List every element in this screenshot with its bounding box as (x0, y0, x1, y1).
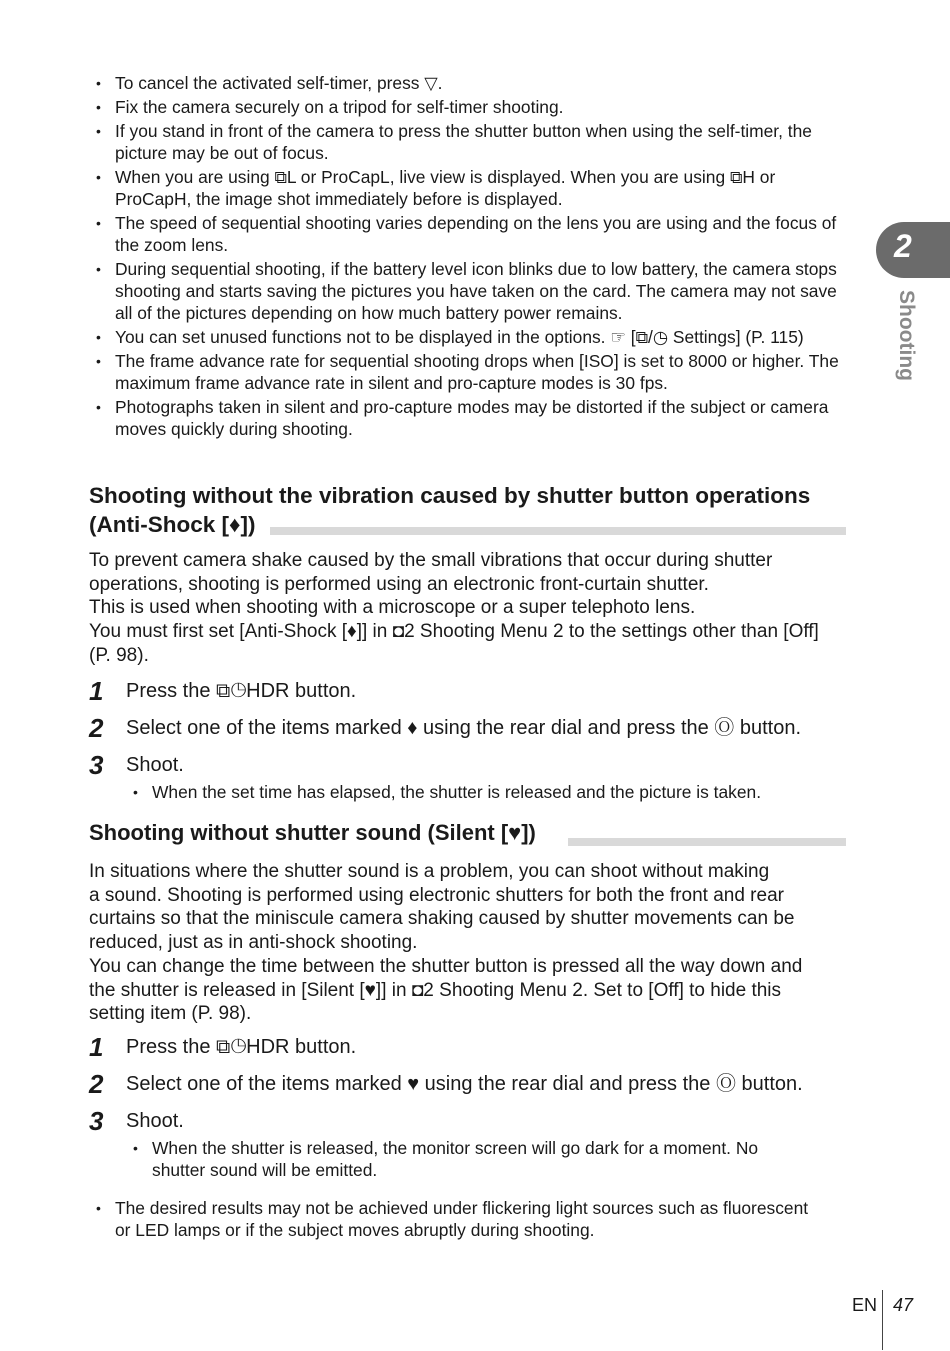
page-number: 47 (893, 1295, 914, 1315)
heading-rule (568, 838, 846, 846)
anti-shock-heading-line1: Shooting without the vibration caused by shutter button operations (89, 483, 811, 508)
silent-heading: Shooting without shutter sound (Silent [♥]) (89, 820, 536, 845)
top-bullet-list (96, 72, 848, 442)
silent-note: • When the shutter is released, the monitor screen will go dark for a moment. No shutter sound will be emitted. (133, 1137, 852, 1181)
chapter-tab (876, 222, 950, 278)
bullet-cancel-self-timer: • To cancel the activated self-timer, press ▽. (96, 72, 848, 94)
footer-language: EN (852, 1295, 878, 1315)
bullet-sequential-speed: • The speed of sequential shooting varies depending on the lens you are using and the focus of the zoom lens. (96, 212, 848, 256)
anti-shock-heading (89, 482, 846, 539)
bullet-focus-warning: • If you stand in front of the camera to press the shutter button when using the self-timer, the picture may be out of focus. (96, 120, 848, 164)
bullet-tripod: • Fix the camera securely on a tripod for self-timer shooting. (96, 96, 848, 118)
anti-shock-note: • When the set time has elapsed, the shutter is released and the picture is taken. (133, 781, 852, 803)
bullet-unused-functions: • You can set unused functions not to be displayed in the options. ☞ [⧉/◷ Settings] (P. 115) (96, 326, 848, 348)
bullet-battery: • During sequential shooting, if the battery level icon blinks due to low battery, the camera stops shooting and starts saving the pictures you have taken on the card. The camera may not save all of the pictures depending on how much battery power remains. (96, 258, 848, 325)
bullet-distortion: • Photographs taken in silent and pro-capture modes may be distorted if the subject or camera moves quickly during shooting. (96, 396, 848, 440)
final-bullet: • The desired results may not be achieved under flickering light sources such as fluorescent or LED lamps or if the subject moves abruptly during shooting. (96, 1197, 875, 1241)
chapter-number: 2 (894, 228, 912, 264)
footer-divider (882, 1290, 883, 1350)
anti-shock-paragraph: To prevent camera shake caused by the small vibrations that occur during shutter operations, shooting is performed using an electronic front-curtain shutter. This is used when shooting with a microscope or a super telephoto lens. You must first set [Anti-Shock [♦]] in ◘2 Shooting Menu 2 to the settings other than [Off] (P. 98). (89, 550, 819, 666)
silent-paragraph: In situations where the shutter sound is a problem, you can shoot without making a sound. Shooting is performed using electronic shutters for both the front and rear curtains so that the miniscule camera shaking caused by shutter movements can be reduced, just as in anti-shock shooting. You can change the time between the shutter button is pressed all the way down and the shutter is released in [Silent [♥]] in ◘2 Shooting Menu 2. Set to [Off] to hide this setting item (P. 98). (89, 861, 803, 1025)
chapter-title: Shooting (895, 290, 918, 381)
bullet-frame-rate: • The frame advance rate for sequential shooting drops when [ISO] is set to 8000 or higher. The maximum frame advance rate in silent and pro-capture modes is 30 fps. (96, 350, 848, 394)
bullet-live-view: • When you are using ⧉L or ProCapL, live view is displayed. When you are using ⧉H or ProCapH, the image shot immediately before is displayed. (96, 166, 848, 210)
anti-shock-heading-line2: (Anti-Shock [♦]) (89, 511, 256, 537)
